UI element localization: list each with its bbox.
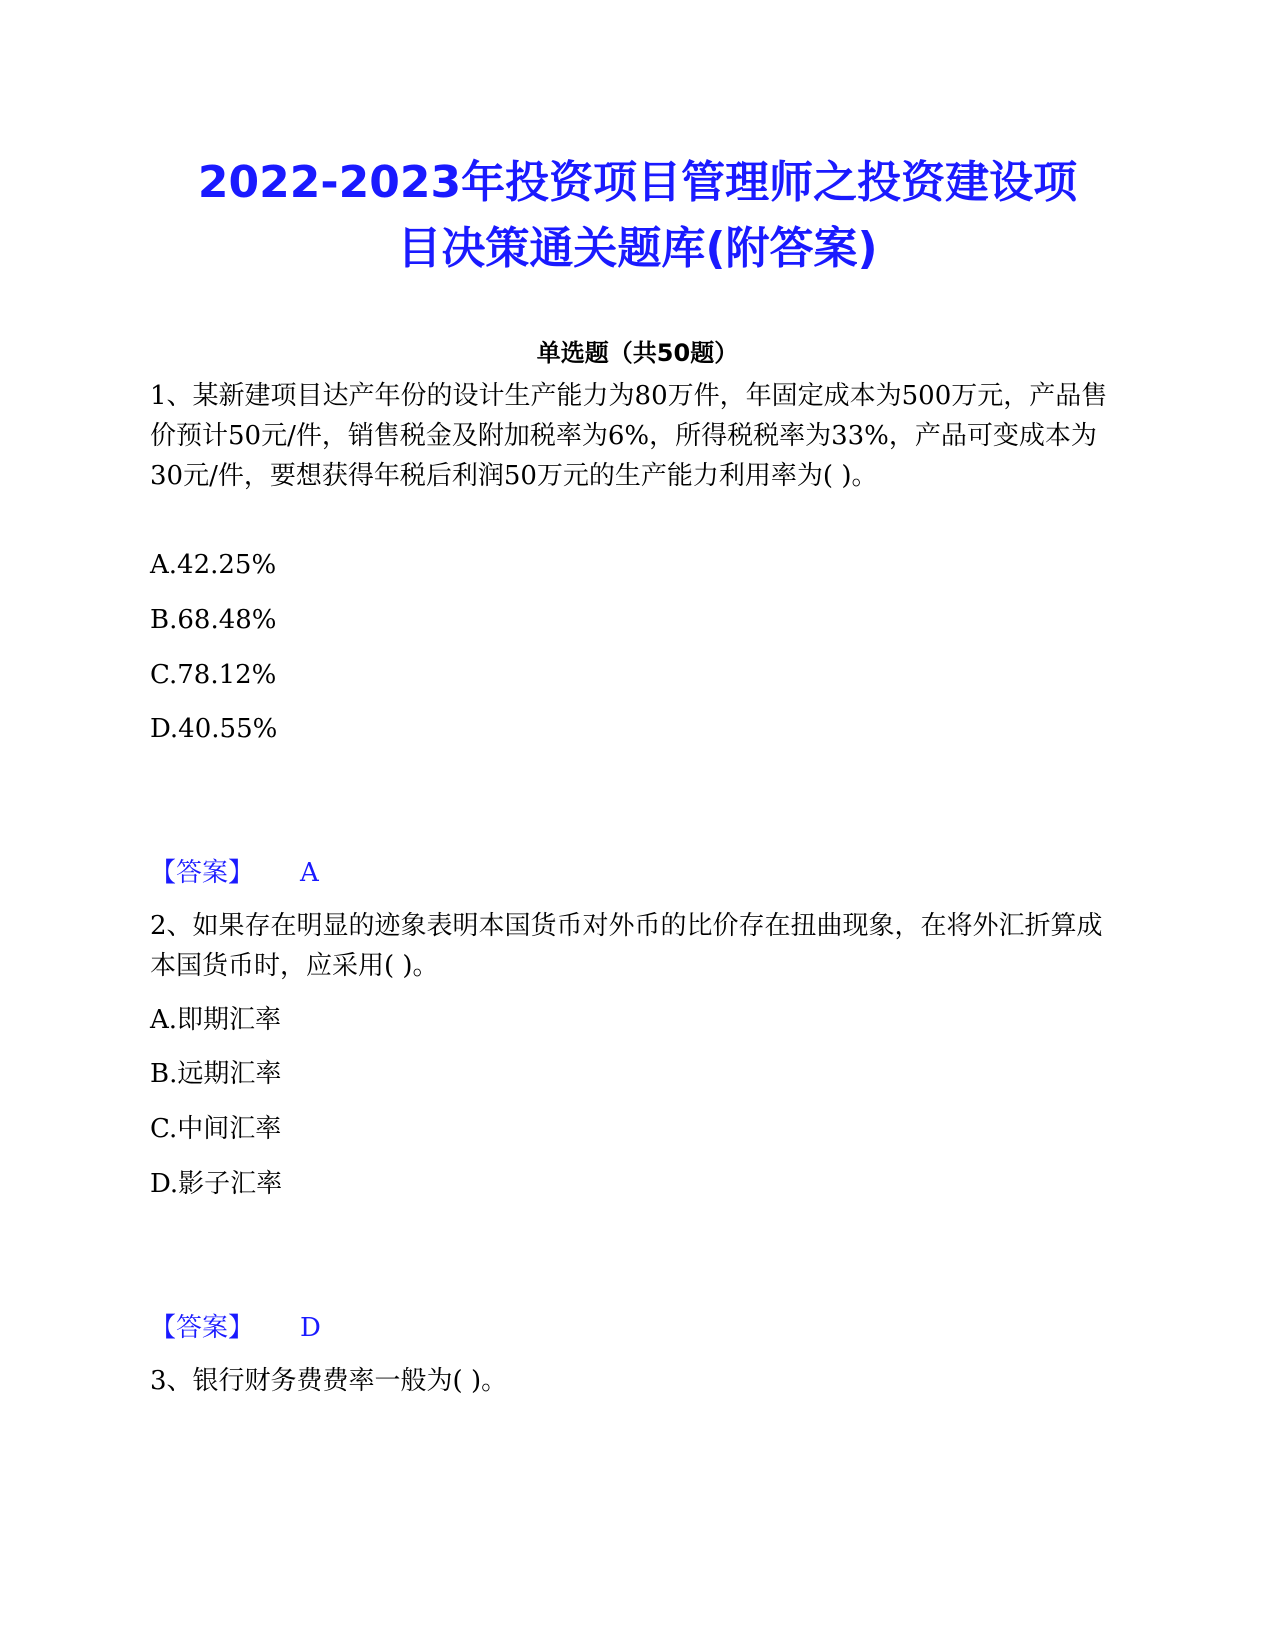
- question-2-option-d: D.影子汇率: [150, 1169, 283, 1199]
- title-line-2: 目决策通关题库(附答案): [397, 223, 878, 274]
- question-2-answer: [150, 1311, 321, 1345]
- question-2-option-a: A.即期汇率: [150, 1005, 282, 1035]
- question-1-option-a: A.42.25%: [150, 550, 277, 580]
- question-2-text: 2、如果存在明显的迹象表明本国货币对外币的比价存在扭曲现象，在将外汇折算成本国货币时，应采用( )。: [150, 911, 1103, 981]
- question-3-text: 3、银行财务费费率一般为( )。: [150, 1366, 508, 1396]
- question-1-option-b: B.68.48%: [150, 605, 277, 635]
- answer-value: A: [300, 858, 319, 888]
- title-line-1: 2022-2023年投资项目管理师之投资建设项: [197, 157, 1078, 208]
- question-1-answer: [150, 856, 319, 890]
- document-title: [150, 150, 1125, 282]
- question-2-option-c: C.中间汇率: [150, 1114, 282, 1144]
- answer-label: 【答案】: [150, 1313, 255, 1343]
- answer-label: 【答案】: [150, 858, 255, 888]
- question-1-text: 1、某新建项目达产年份的设计生产能力为80万件，年固定成本为500万元，产品售价预计50元/件，销售税金及附加税率为6%，所得税税率为33%，产品可变成本为30元/件，要想获得年税后利润50万元的生产能力利用率为( )。: [150, 381, 1108, 491]
- question-2-option-b: B.远期汇率: [150, 1059, 282, 1089]
- answer-value: D: [300, 1313, 321, 1343]
- question-1-option-d: D.40.55%: [150, 714, 278, 744]
- question-1-option-c: C.78.12%: [150, 660, 277, 690]
- section-heading: 单选题（共50题）: [536, 339, 739, 367]
